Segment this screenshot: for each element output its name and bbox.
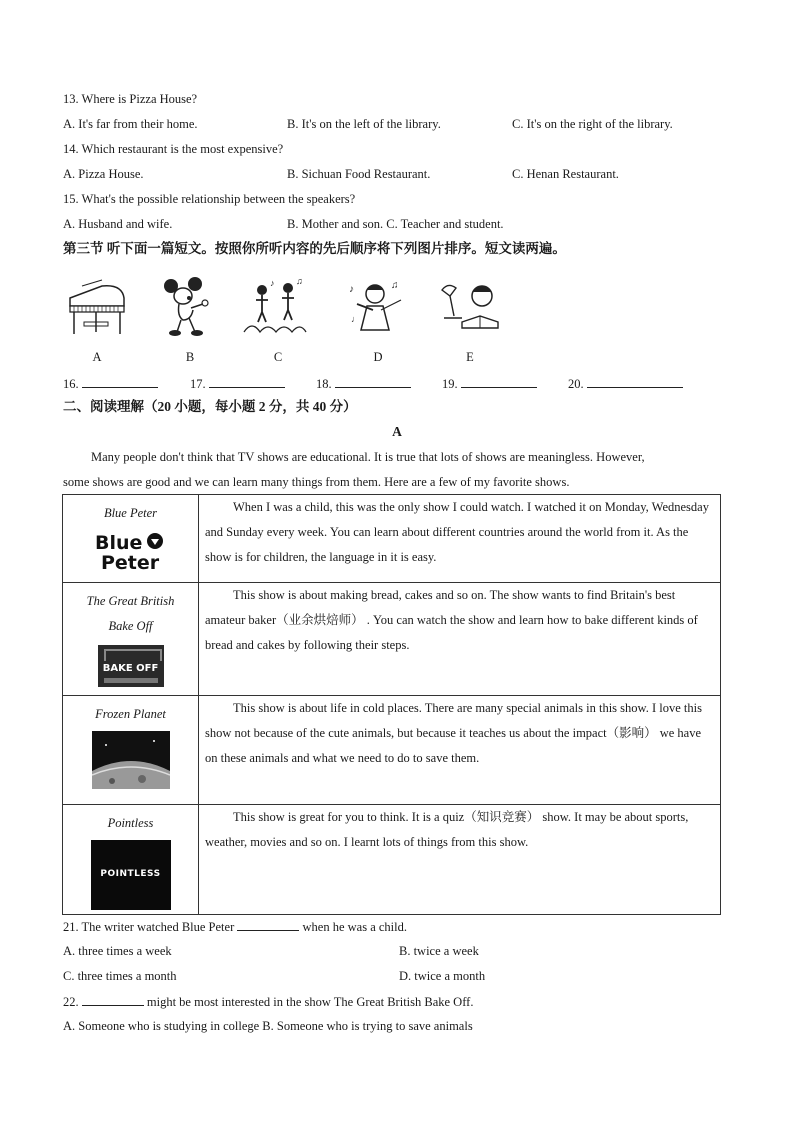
table-row: [63, 495, 721, 583]
logo-text: BAKE OFF: [102, 663, 159, 674]
blank-19[interactable]: 19.: [442, 375, 537, 392]
option-22ab: A. Someone who is studying in college B. Someone who is trying to save animals: [63, 1019, 473, 1033]
svg-text:♩: ♩: [351, 314, 360, 324]
option-13b: B. It's on the left of the library.: [287, 117, 441, 131]
show-description: When I was a child, this was the only show I could watch. I watched it on Monday, Wednesday and Sunday every week. You can learn about different countries around the world from it. As the show is for children, the language in it is easy.: [205, 500, 709, 564]
svg-text:♫: ♫: [391, 280, 399, 291]
option-21c: C. three times a month: [63, 969, 177, 983]
bake-off-logo: [98, 645, 164, 687]
shows-table: [62, 494, 721, 915]
show-name-cell: [63, 805, 199, 915]
frozen-planet-image: [92, 731, 170, 789]
option-13a: A. It's far from their home.: [63, 117, 198, 131]
option-13c: C. It's on the right of the library.: [512, 117, 673, 131]
picture-label-c: C: [273, 350, 283, 364]
intro-paragraph-line-2: some shows are good and we can learn many things from them. Here are a few of my favorite shows.: [63, 475, 570, 489]
piano-icon: [62, 276, 132, 338]
show-name: Pointless: [107, 816, 154, 830]
show-name: Frozen Planet: [95, 707, 166, 721]
picture-label-a: A: [92, 350, 102, 364]
logo-text-blue: Blue: [94, 532, 142, 554]
option-21d: D. twice a month: [399, 969, 486, 983]
part-2-heading: 二、阅读理解（20 小题，每小题 2 分，共 40 分）: [63, 399, 357, 414]
question-14: 14. Which restaurant is the most expensive?: [63, 142, 284, 156]
option-15a: A. Husband and wife.: [63, 217, 173, 231]
question-15: 15. What's the possible relationship between the speakers?: [63, 192, 356, 206]
question-13: 13. Where is Pizza House?: [63, 92, 198, 106]
show-description: This show is about life in cold places. There are many special animals in this show. I love this show not because of the cute animals, but because it teaches us about the impact（影响） we have on these animals and what we need to do to save them.: [205, 701, 702, 765]
violin-girl-icon: [343, 276, 413, 338]
option-14a: A. Pizza House.: [63, 167, 144, 181]
show-description-cell: [199, 495, 721, 583]
pointless-logo: [91, 840, 171, 910]
show-name: Blue Peter: [103, 506, 158, 520]
section-3-heading: 第三节 听下面一篇短文。按照你所听内容的先后顺序将下列图片排序。短文读两遍。: [63, 241, 566, 256]
svg-text:♪: ♪: [349, 284, 354, 295]
show-description-cell: [199, 696, 721, 805]
option-21b: B. twice a week: [399, 944, 479, 958]
show-name-cell: [63, 696, 199, 805]
option-14c: C. Henan Restaurant.: [512, 167, 619, 181]
show-description: This show is great for you to think. It is a quiz（知识竞赛） show. It may be about sports, weather, movies and so on. I learnt lots of things from this show.: [205, 810, 689, 849]
question-22: 22. might be most interested in the show The Great British Bake Off.: [63, 995, 474, 1009]
option-21a: A. three times a week: [63, 944, 172, 958]
svg-text:♪: ♪: [270, 278, 275, 288]
answer-blank[interactable]: [237, 918, 299, 931]
show-name-cell: [63, 583, 199, 696]
blank-17[interactable]: 17.: [190, 375, 285, 392]
show-name-cell: [63, 495, 199, 583]
table-row: [63, 805, 721, 915]
question-21: 21. The writer watched Blue Peter when he was a child.: [63, 920, 407, 934]
mickey-mouse-icon: [155, 276, 225, 338]
passage-letter: A: [392, 424, 402, 439]
table-row: [63, 583, 721, 696]
show-description-cell: [199, 805, 721, 915]
picture-label-e: E: [466, 350, 474, 364]
show-name: The Great British Bake Off: [86, 594, 175, 633]
intro-paragraph-line-1: Many people don't think that TV shows are educational. It is true that lots of shows are meaningless. However,: [91, 450, 645, 464]
svg-text:♫: ♫: [296, 276, 303, 286]
blank-16[interactable]: 16.: [63, 375, 158, 392]
logo-text: POINTLESS: [100, 869, 161, 879]
option-14b: B. Sichuan Food Restaurant.: [287, 167, 431, 181]
show-description-cell: [199, 583, 721, 696]
blank-20[interactable]: 20.: [568, 375, 683, 392]
singers-icon: [240, 276, 310, 338]
blue-peter-logo: [93, 530, 169, 572]
option-15bc: B. Mother and son. C. Teacher and student.: [287, 217, 504, 231]
answer-blank[interactable]: [82, 993, 144, 1006]
picture-label-b: B: [185, 350, 195, 364]
logo-text-peter: Peter: [100, 552, 159, 572]
picture-label-d: D: [373, 350, 383, 364]
show-description: This show is about making bread, cakes and so on. The show wants to find Britain's best amateur baker（业余烘焙师） . You can watch the show and learn how to bake different kinds of bread and cakes by following their steps.: [205, 588, 698, 652]
blank-18[interactable]: 18.: [316, 375, 411, 392]
reading-boy-icon: [434, 276, 504, 338]
table-row: [63, 696, 721, 805]
